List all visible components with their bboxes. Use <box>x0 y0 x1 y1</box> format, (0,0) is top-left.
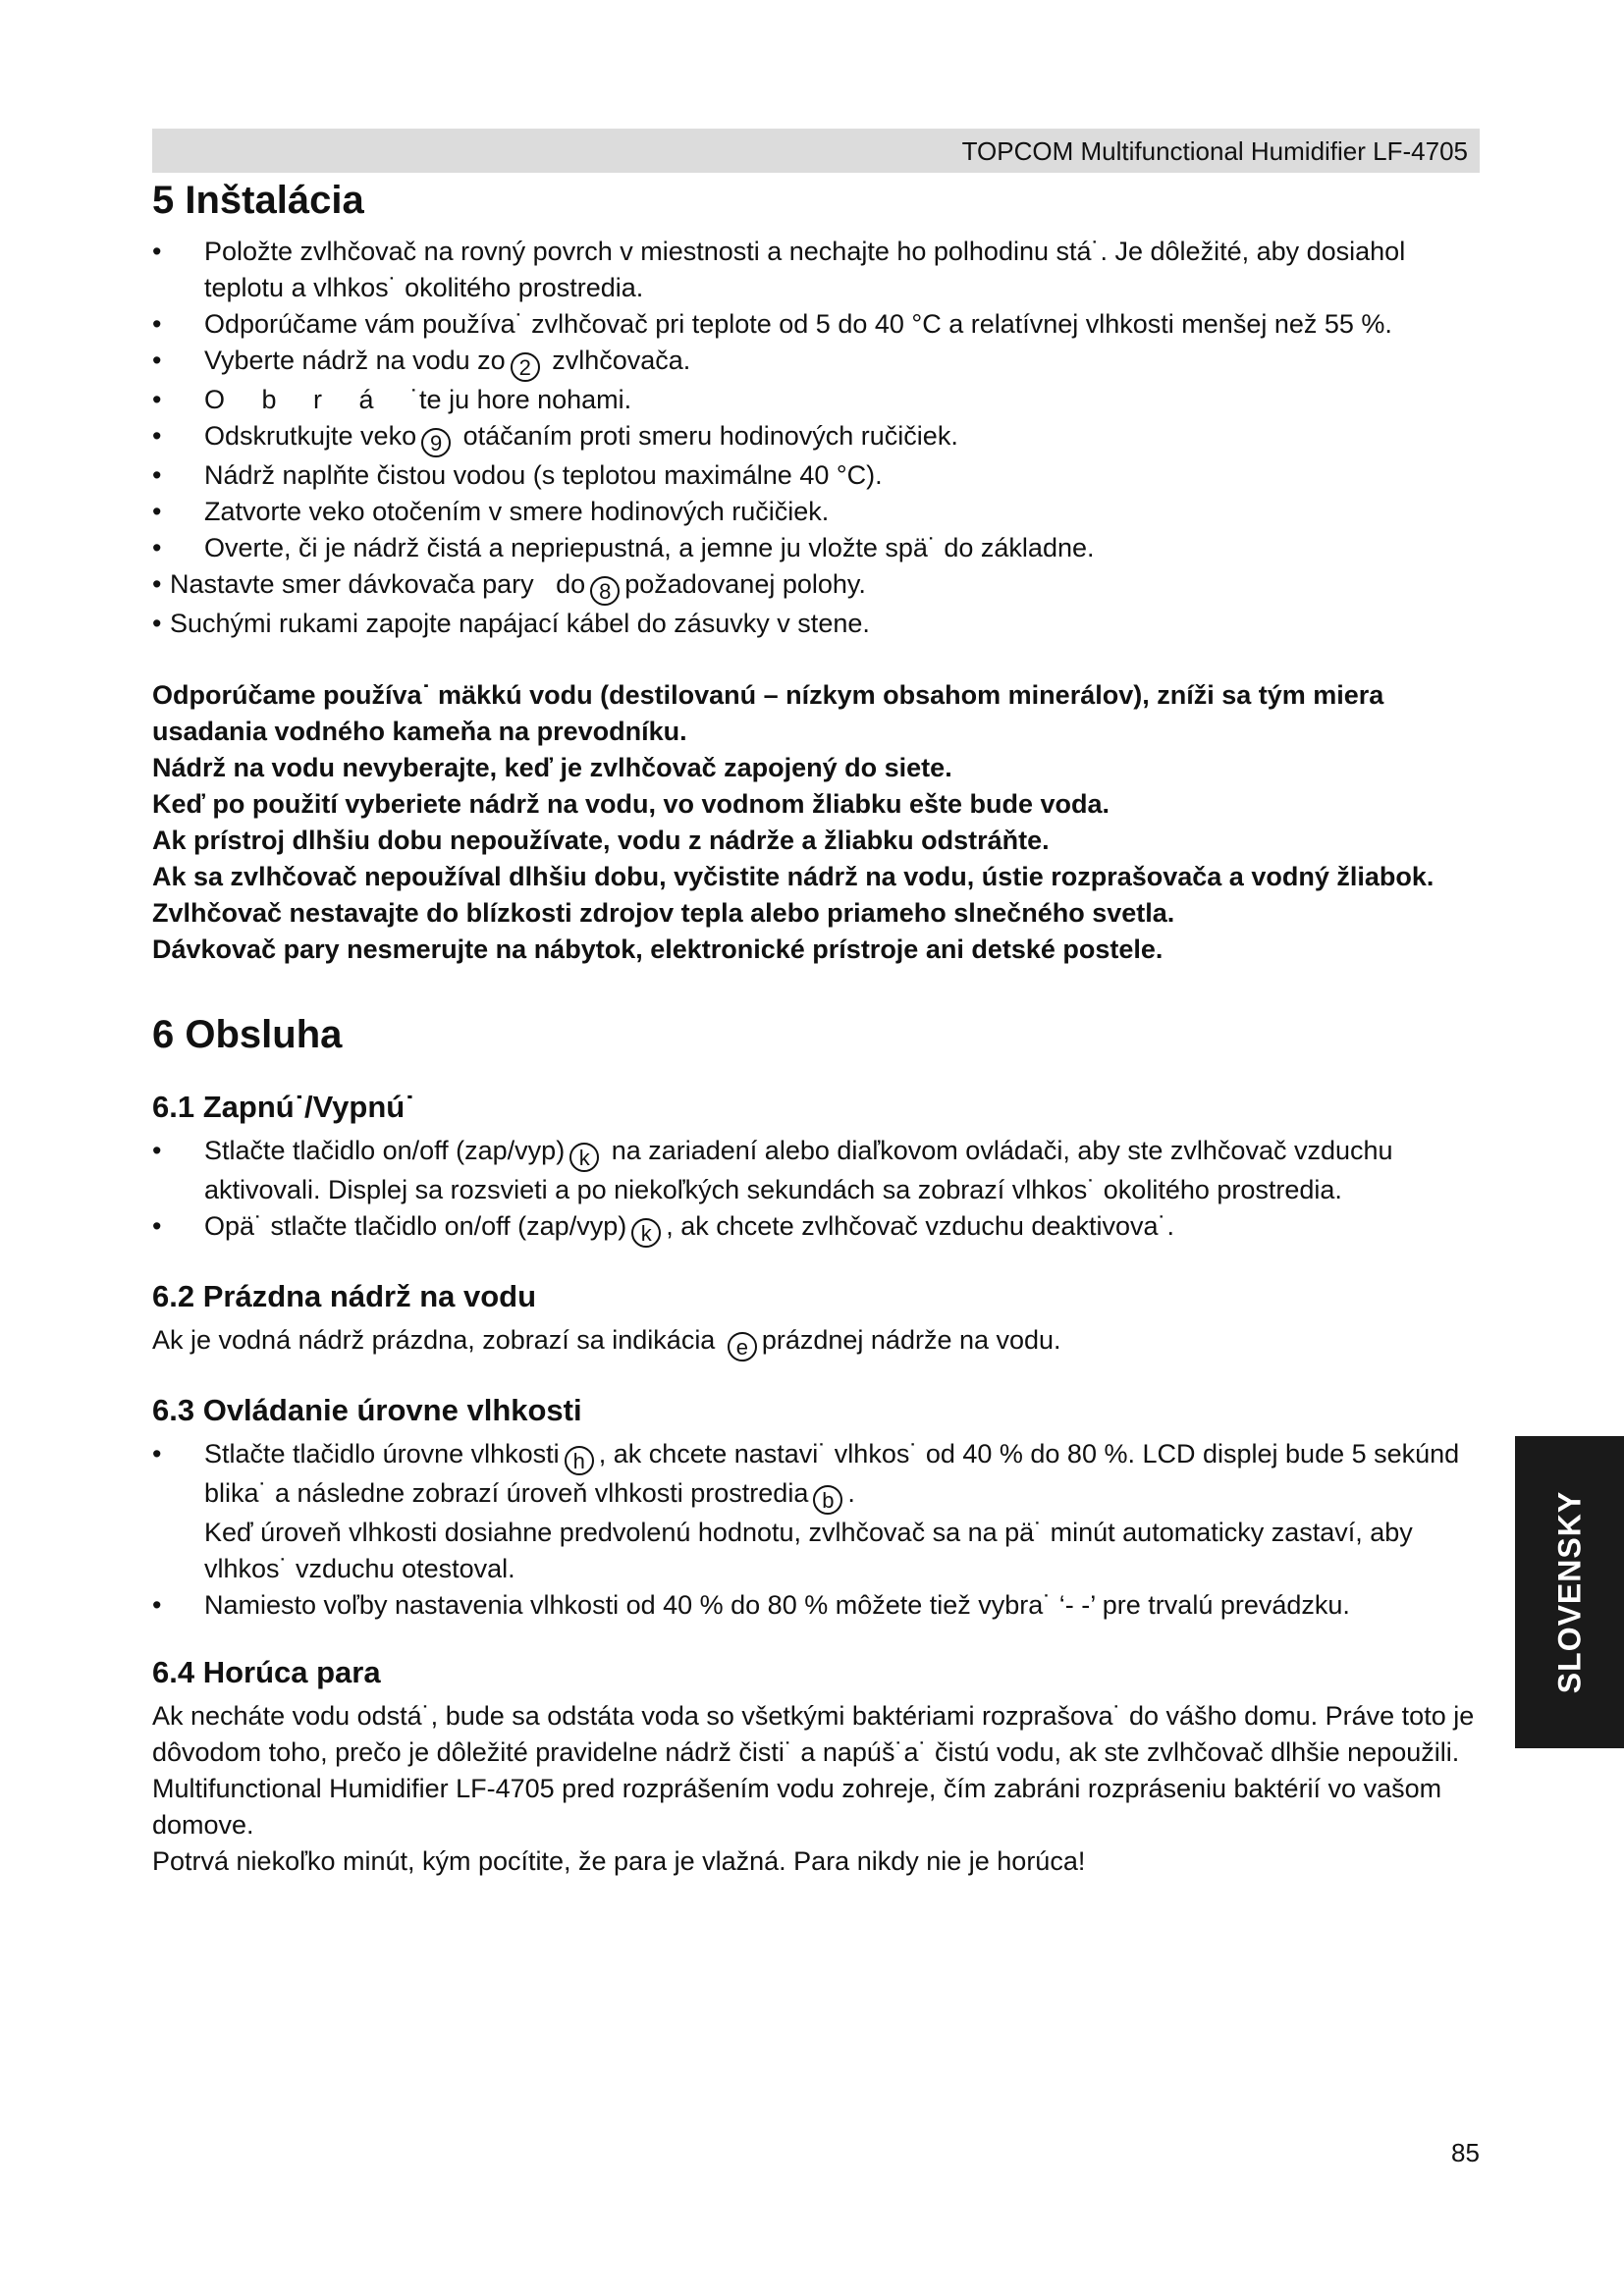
header-bar <box>152 129 1480 173</box>
list-item <box>152 566 1480 606</box>
ref-marker-icon: 8 <box>590 576 620 606</box>
language-tab <box>1515 1436 1624 1748</box>
warning-text: Ak sa zvlhčovač nepoužíval dlhšiu dobu, vyčistite nádrž na vodu, ústie rozprašovača a vodný žliabok. <box>152 862 1435 891</box>
list-item <box>152 457 1480 494</box>
paragraph: Potrvá niekoľko minút, kým pocítite, že para je vlažná. Para nikdy nie je horúca! <box>152 1846 1086 1876</box>
warning-text: Zvlhčovač nestavajte do blízkosti zdrojov tepla alebo priameho slnečného svetla. <box>152 898 1175 928</box>
list-item <box>152 494 1480 530</box>
list-item <box>152 1208 1480 1248</box>
subsection-heading: 6.4 Horúca para <box>152 1655 381 1689</box>
list-item-text: , ak chcete nastavi˙ vlhkos˙ od 40 % do 80 %. LCD displej bude 5 sekúnd blika˙ a následne zobrazí úroveň vlhkosti prostredia <box>204 1439 1460 1508</box>
list-item <box>152 382 1480 418</box>
list-item-text: požadovanej polohy. <box>624 569 866 599</box>
language-tab-label: SLOVENSKY <box>1551 1490 1587 1694</box>
list-item-text: Položte zvlhčovač na rovný povrch v miestnosti a nechajte ho polhodinu stá˙. Je dôležité, aby dosiahol teplotu a vlhkos˙ okolitého prostredia. <box>204 237 1406 302</box>
on-off-list <box>152 1133 1480 1248</box>
list-item-text: Nastavte smer dávkovača pary do <box>170 569 586 599</box>
ref-marker-icon: 9 <box>421 428 451 457</box>
list-item-text: Overte, či je nádrž čistá a nepriepustná, a jemne ju vložte spä˙ do základne. <box>204 533 1095 562</box>
paragraph: Multifunctional Humidifier LF-4705 pred rozprášením vodu zohreje, čím zabráni rozpráseniu baktérií vo vašom domove. <box>152 1774 1442 1840</box>
list-item <box>152 1133 1480 1208</box>
list-item <box>152 306 1480 343</box>
subsection-heading: 6.3 Ovládanie úrovne vlhkosti <box>152 1393 582 1427</box>
ref-marker-icon: k <box>569 1143 599 1172</box>
section-operation <box>152 1011 1480 1880</box>
list-item-text: Zatvorte veko otočením v smere hodinových ručičiek. <box>204 497 830 526</box>
ref-marker-icon: b <box>813 1485 842 1515</box>
list-item <box>152 606 1480 642</box>
paragraph-text: prázdnej nádrže na vodu. <box>761 1325 1061 1355</box>
paragraph: Ak necháte vodu odstá˙, bude sa odstáta voda so všetkými baktériami rozprašova˙ do vášho domu. Práve toto je dôvodom toho, prečo je dôležité pravidelne nádrž čisti˙ a napúš˙a˙ čistú vodu, ak ste zvlhčovač dlhšie nepoužili. <box>152 1701 1475 1767</box>
list-item <box>152 418 1480 457</box>
list-item-text: O b r á ˙te ju hore nohami. <box>204 385 632 414</box>
header-title: TOPCOM Multifunctional Humidifier LF-4705 <box>961 136 1468 166</box>
list-item-text: , ak chcete zvlhčovač vzduchu deaktivova˙. <box>666 1211 1174 1241</box>
paragraph <box>152 1322 1480 1362</box>
section-installation <box>152 177 1480 968</box>
page-number: 85 <box>1451 2138 1480 2167</box>
list-item-text: Stlačte tlačidlo úrovne vlhkosti <box>204 1439 560 1468</box>
subsection-humidity-level <box>152 1391 1480 1624</box>
warning-block <box>152 677 1480 968</box>
list-item <box>152 530 1480 566</box>
list-item <box>152 1587 1480 1624</box>
list-item-text: Odskrutkujte veko <box>204 421 417 451</box>
subsection-on-off <box>152 1088 1480 1248</box>
ref-marker-icon: k <box>631 1218 661 1248</box>
list-item-text: Nádrž naplňte čistou vodou (s teplotou maximálne 40 °C). <box>204 460 883 490</box>
list-item-text: Namiesto voľby nastavenia vlhkosti od 40 % do 80 % môžete tiež vybra˙ ‘- -’ pre trvalú prevádzku. <box>204 1590 1350 1620</box>
subsection-heading: 6.1 Zapnú˙/Vypnú˙ <box>152 1090 415 1124</box>
list-item <box>152 1436 1480 1587</box>
warning-text: Keď po použití vyberiete nádrž na vodu, vo vodnom žliabku ešte bude voda. <box>152 789 1110 819</box>
warning-text: Nádrž na vodu nevyberajte, keď je zvlhčovač zapojený do siete. <box>152 753 952 782</box>
paragraph-text: Ak je vodná nádrž prázdna, zobrazí sa indikácia <box>152 1325 723 1355</box>
list-item-text: na zariadení alebo diaľkovom ovládači, aby ste zvlhčovač vzduchu aktivovali. Displej sa rozsvieti a po niekoľkých sekundách sa zobrazí vlhkos˙ okolitého prostredia. <box>204 1136 1393 1204</box>
subsection-hot-steam <box>152 1653 1480 1880</box>
list-item-text: Opä˙ stlačte tlačidlo on/off (zap/vyp) <box>204 1211 627 1241</box>
ref-marker-icon: e <box>728 1332 757 1362</box>
list-item-text: zvlhčovača. <box>544 346 691 375</box>
list-item-text: otáčaním proti smeru hodinových ručičiek. <box>456 421 958 451</box>
list-item <box>152 234 1480 306</box>
subsection-empty-tank <box>152 1277 1480 1362</box>
ref-marker-icon: h <box>565 1446 594 1475</box>
list-item-text: Odporúčame vám používa˙ zvlhčovač pri teplote od 5 do 40 °C a relatívnej vlhkosti menšej než 55 %. <box>204 309 1392 339</box>
section-heading: 5 Inštalácia <box>152 179 364 222</box>
humidity-list <box>152 1436 1480 1624</box>
list-item-text: . <box>847 1478 855 1508</box>
section-heading: 6 Obsluha <box>152 1013 343 1056</box>
list-item-text: Stlačte tlačidlo on/off (zap/vyp) <box>204 1136 566 1165</box>
list-item-text: Suchými rukami zapojte napájací kábel do zásuvky v stene. <box>170 609 870 638</box>
warning-text: Odporúčame používa˙ mäkkú vodu (destilovanú – nízkym obsahom minerálov), zníži sa tým miera usadania vodného kameňa na prevodníku. <box>152 680 1384 746</box>
list-item-text: Vyberte nádrž na vodu zo <box>204 346 506 375</box>
list-item-text: Keď úroveň vlhkosti dosiahne predvolenú hodnotu, zvlhčovač sa na pä˙ minút automaticky zastaví, aby vlhkos˙ vzduchu otestoval. <box>204 1518 1413 1583</box>
warning-text: Ak prístroj dlhšiu dobu nepoužívate, vodu z nádrže a žliabku odstráňte. <box>152 826 1050 855</box>
page-content <box>152 177 1480 1880</box>
list-item <box>152 343 1480 382</box>
subsection-heading: 6.2 Prázdna nádrž na vodu <box>152 1279 537 1313</box>
installation-list <box>152 234 1480 642</box>
warning-text: Dávkovač pary nesmerujte na nábytok, elektronické prístroje ani detské postele. <box>152 934 1164 964</box>
ref-marker-icon: 2 <box>511 352 540 382</box>
